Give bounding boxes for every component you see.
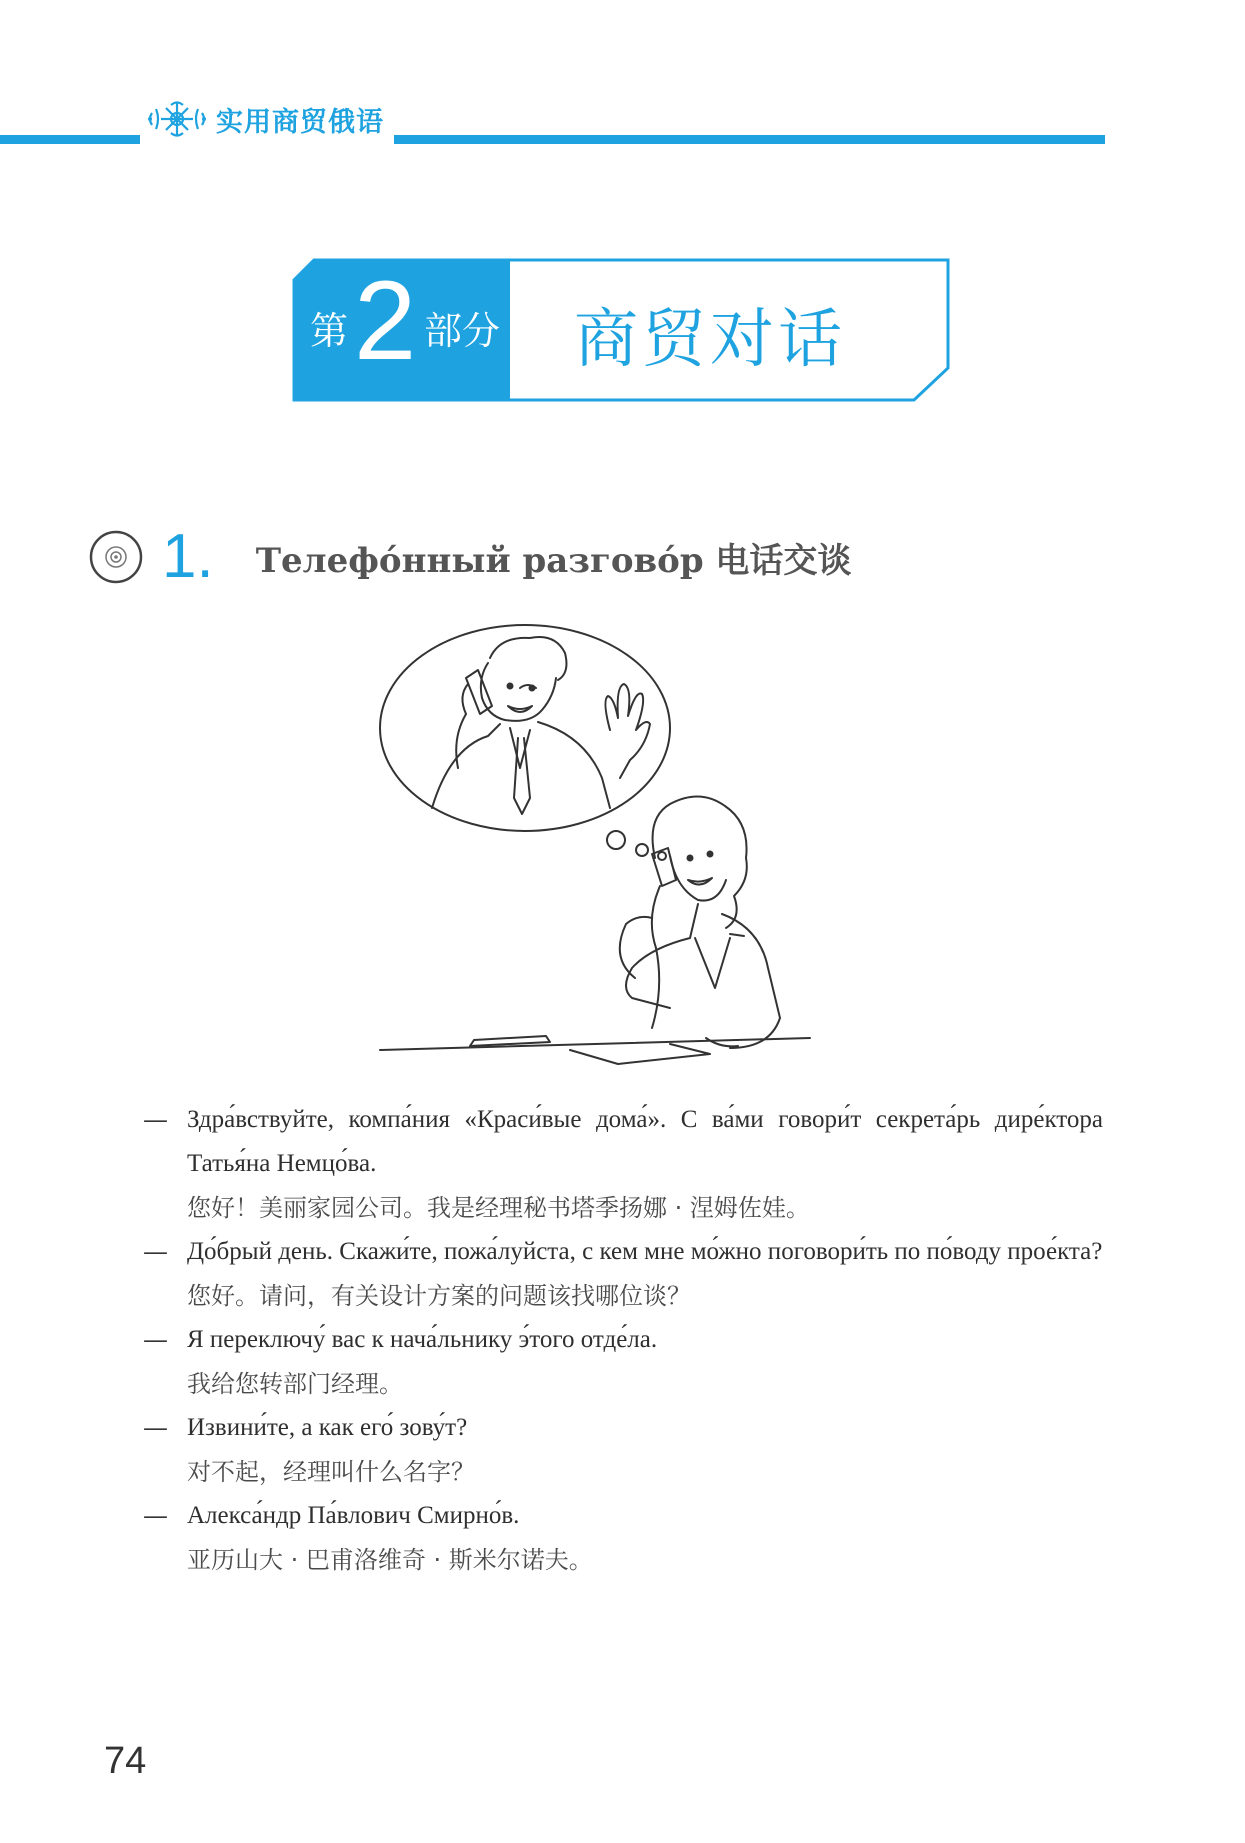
part-title: 商贸对话 bbox=[574, 303, 846, 377]
dash-marker: — bbox=[143, 1501, 168, 1530]
russian-text: Извини́те, а как его́ зову́т? bbox=[187, 1414, 468, 1441]
russian-text: До́брый день. Скажи́те, пожа́луйста, с кем мне мо́жно поговори́ть по по́воду прое́кта? bbox=[187, 1238, 1103, 1265]
dash-marker: — bbox=[143, 1413, 168, 1442]
book-title: 实用商贸俄语 bbox=[216, 106, 384, 138]
dash-marker: — bbox=[143, 1237, 168, 1266]
dialogue-line bbox=[143, 1494, 1103, 1582]
part-suffix: 部分 bbox=[424, 309, 501, 353]
russian-text: Здра́вствуйте, компа́ния «Краси́вые дома́». С ва́ми говори́т секрета́рь дире́ктора Татья́на Немцо́ва. bbox=[187, 1106, 1103, 1177]
section-number: 1. bbox=[162, 522, 214, 591]
page-number: 74 bbox=[104, 1740, 147, 1782]
section-heading bbox=[88, 522, 851, 592]
phone-conversation-illustration bbox=[370, 618, 890, 1068]
chinese-translation: 我给您转部门经理。 bbox=[187, 1370, 403, 1398]
russian-text: Я переключу́ вас к нача́льнику э́того отде́ла. bbox=[187, 1326, 658, 1353]
chinese-translation: 亚历山大 · 巴甫洛维奇 · 斯米尔诺夫。 bbox=[187, 1546, 593, 1574]
part-number: 2 bbox=[354, 258, 417, 383]
dialogue-line bbox=[143, 1230, 1103, 1318]
part-banner bbox=[292, 258, 952, 402]
section-title: Телефо́нный разгово́р 电话交谈 bbox=[255, 540, 852, 581]
dash-marker: — bbox=[143, 1105, 168, 1134]
dialogue-line bbox=[143, 1406, 1103, 1494]
chinese-translation: 您好！美丽家园公司。我是经理秘书塔季扬娜 · 涅姆佐娃。 bbox=[187, 1194, 810, 1222]
part-prefix: 第 bbox=[310, 309, 349, 353]
dash-marker: — bbox=[143, 1325, 168, 1354]
running-header bbox=[140, 94, 394, 144]
dialogue-line bbox=[143, 1318, 1103, 1406]
chinese-translation: 您好。请问，有关设计方案的问题该找哪位谈？ bbox=[187, 1282, 691, 1310]
snowflake-ornament-icon bbox=[146, 99, 208, 139]
russian-text: Алекса́ндр Па́влович Смирно́в. bbox=[187, 1502, 520, 1529]
chinese-translation: 对不起，经理叫什么名字？ bbox=[187, 1458, 475, 1486]
audio-disc-icon[interactable] bbox=[88, 529, 162, 585]
dialogue-line bbox=[143, 1098, 1103, 1230]
dialogue bbox=[143, 1098, 1103, 1582]
